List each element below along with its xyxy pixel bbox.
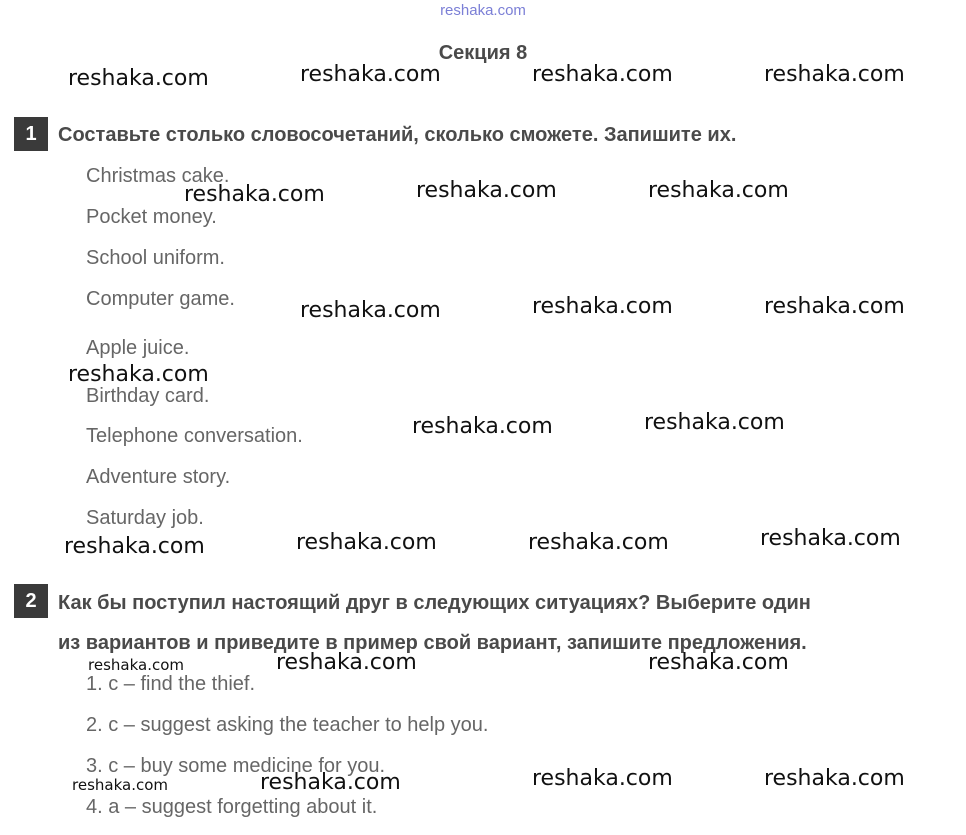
exercise-1-item: School uniform. — [86, 247, 225, 269]
exercise-1-item: Pocket money. — [86, 206, 217, 228]
watermark: reshaka.com — [260, 770, 401, 795]
exercise-2-instruction-line-2: из вариантов и приведите в пример свой вариант, запишите предложения. — [58, 632, 807, 654]
watermark: reshaka.com — [648, 650, 789, 675]
section-title: Секция 8 — [438, 42, 528, 64]
exercise-1-item: Computer game. — [86, 288, 235, 310]
watermark: reshaka.com — [72, 776, 168, 794]
exercise-1-item: Telephone conversation. — [86, 425, 303, 447]
watermark: reshaka.com — [764, 62, 905, 87]
watermark: reshaka.com — [184, 182, 325, 207]
exercise-1-item: Apple juice. — [86, 337, 190, 359]
watermark: reshaka.com — [68, 362, 209, 387]
watermark: reshaka.com — [296, 530, 437, 555]
watermark: reshaka.com — [300, 298, 441, 323]
exercise-2-answer: 1. c – find the thief. — [86, 673, 255, 695]
watermark: reshaka.com — [88, 656, 184, 674]
exercise-1-item: Adventure story. — [86, 466, 231, 488]
exercise-1-item: Christmas cake. — [86, 165, 230, 187]
watermark: reshaka.com — [300, 62, 441, 87]
exercise-1-item: Saturday job. — [86, 507, 204, 529]
watermark: reshaka.com — [764, 766, 905, 791]
exercise-2-answer: 2. c – suggest asking the teacher to help you. — [86, 714, 489, 736]
watermark: reshaka.com — [416, 178, 557, 203]
exercise-2-number-badge: 2 — [14, 584, 48, 618]
exercise-1-instruction: Составьте столько словосочетаний, сколько сможете. Запишите их. — [58, 124, 737, 146]
watermark: reshaka.com — [760, 526, 901, 551]
site-header-link[interactable]: reshaka.com — [440, 2, 526, 19]
exercise-2-answer: 3. c – buy some medicine for you. — [86, 755, 386, 777]
watermark: reshaka.com — [644, 410, 785, 435]
exercise-2-answer: 4. a – suggest forgetting about it. — [86, 796, 378, 818]
watermark: reshaka.com — [648, 178, 789, 203]
watermark: reshaka.com — [532, 294, 673, 319]
exercise-1-item: Birthday card. — [86, 385, 210, 407]
watermark: reshaka.com — [528, 530, 669, 555]
exercise-2-instruction-line-1: Как бы поступил настоящий друг в следующих ситуациях? Выберите один — [58, 592, 811, 614]
watermark: reshaka.com — [64, 534, 205, 559]
watermark: reshaka.com — [68, 66, 209, 91]
exercise-1-number-badge: 1 — [14, 117, 48, 151]
watermark: reshaka.com — [532, 766, 673, 791]
watermark: reshaka.com — [532, 62, 673, 87]
watermark: reshaka.com — [276, 650, 417, 675]
watermark: reshaka.com — [412, 414, 553, 439]
watermark: reshaka.com — [764, 294, 905, 319]
